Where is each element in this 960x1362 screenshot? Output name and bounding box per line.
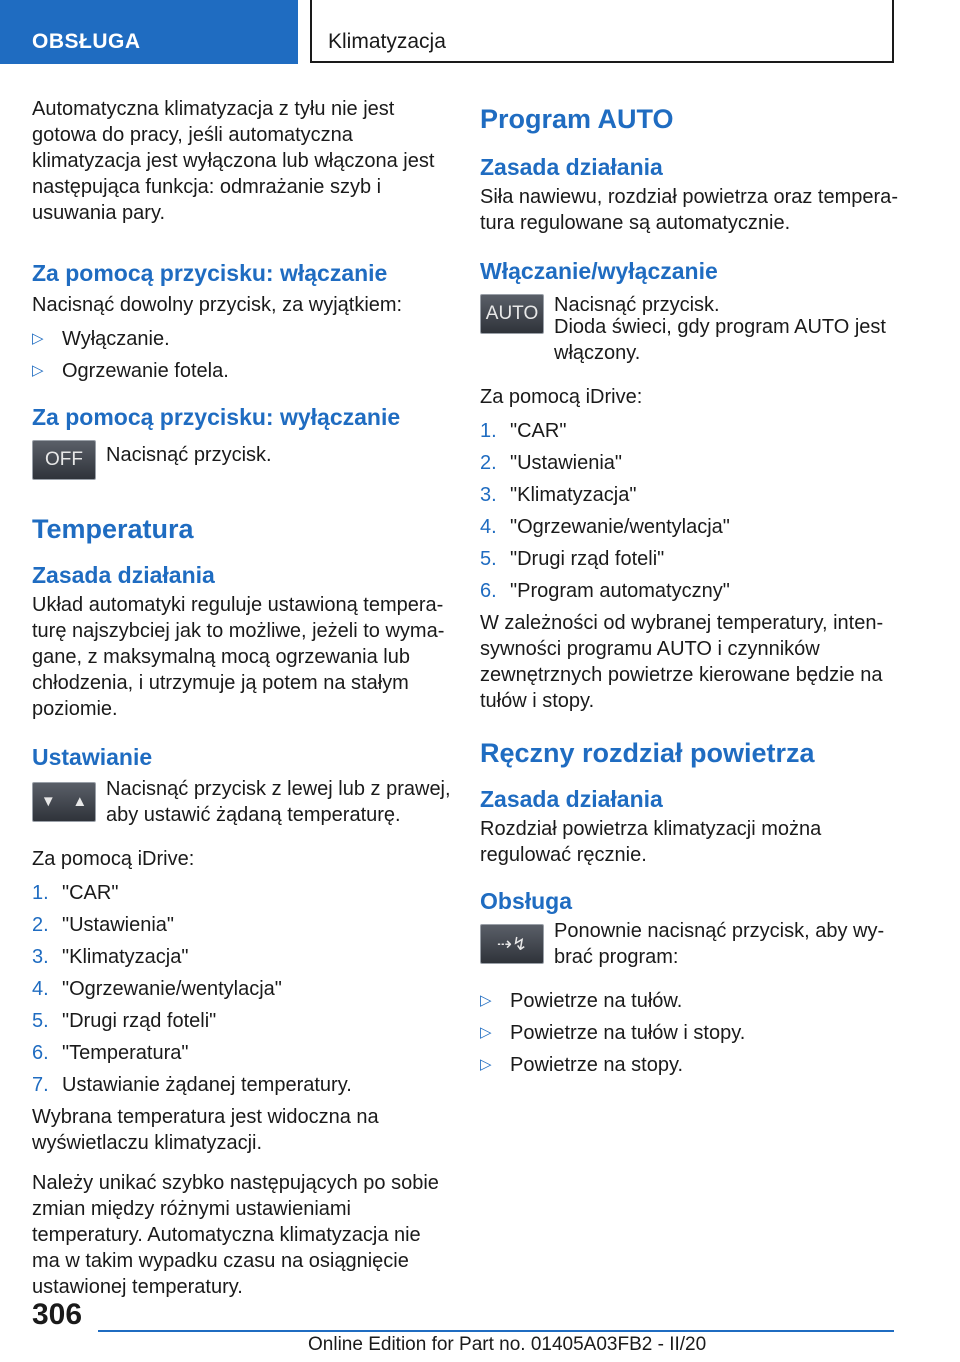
setting-instruction: Nacisnąć przycisk z lewej lub z prawej, aby ustawić żądaną temperaturę. — [106, 778, 451, 826]
off-button-icon: OFF — [32, 440, 96, 480]
footer-divider — [98, 1330, 894, 1332]
edition-note: Online Edition for Part no. 01405A03FB2 - II/20 — [308, 1334, 707, 1355]
list-item: ▷ Powietrze na tułów i stopy. — [480, 1022, 746, 1044]
list-item: ▷ Powietrze na tułów. — [480, 990, 683, 1012]
auto-row — [480, 288, 900, 336]
auto-press-instruction: Nacisnąć przycisk. — [554, 294, 720, 316]
left-steps-list — [32, 880, 452, 1098]
auto-description: Siła nawiewu, rozdział powietrza oraz temperatura regulowane są automatycznie. — [480, 186, 898, 234]
list-item: 4. "Ogrzewanie/wentylacja" — [32, 978, 282, 1000]
list-item: ▷ Wyłączanie. — [32, 328, 170, 350]
list-item: 2. "Ustawienia" — [32, 914, 175, 936]
list-item: 7. Ustawianie żądanej temperatury. — [32, 1074, 352, 1096]
heading-on-off: Włączanie/wyłączanie — [480, 258, 718, 284]
temperature-description: Układ automatyki reguluje ustawioną temperaturę najszybciej jak to możliwe, jeżeli to wymagane, z maksymalną mocą ogrzewania lub chłodzenia, i utrzymuje ją potem na stałym poziomie. — [32, 594, 445, 720]
list-item: 1. "CAR" — [480, 420, 567, 442]
auto-led-text: Dioda świeci, gdy program AUTO jest włączony. — [554, 316, 886, 364]
idrive-label-right: Za pomocą iDrive: — [480, 386, 643, 408]
section-label: OBSŁUGA — [32, 30, 141, 53]
heading-manual-principle: Zasada działania — [480, 786, 663, 812]
heading-temperature-principle: Zasada działania — [32, 562, 215, 588]
auto-distribution-note: W zależności od wybranej temperatury, intensywności programu AUTO i czynników zewnętrznych powietrze kierowane będzie na tułów i stopy. — [480, 612, 884, 712]
list-item: 6. "Program automatyczny" — [480, 580, 730, 602]
chapter-title-box — [310, 0, 894, 63]
section-tab — [0, 0, 298, 64]
list-item: ▷ Powietrze na stopy. — [480, 1054, 684, 1076]
list-item: 3. "Klimatyzacja" — [480, 484, 637, 506]
on-exceptions-list — [32, 326, 452, 384]
list-item: 4. "Ogrzewanie/wentylacja" — [480, 516, 730, 538]
operation-instruction: Ponownie nacisnąć przycisk, aby wybrać program: — [554, 920, 885, 968]
list-item: 5. "Drugi rząd foteli" — [480, 548, 665, 570]
heading-button-off: Za pomocą przycisku: wyłączanie — [32, 404, 401, 430]
off-instruction: Nacisnąć przycisk. — [106, 444, 272, 466]
list-item: 1. "CAR" — [32, 882, 119, 904]
warning-note: Należy unikać szybko następujących po sobie zmian między różnymi ustawieniami temperatury. Automatyczna klimatyzacja nie ma w takim wypadku czasu na osiągnięcie ustawionej temperatury. — [32, 1172, 439, 1298]
heading-temperature: Temperatura — [32, 514, 194, 544]
heading-button-on: Za pomocą przycisku: włączanie — [32, 260, 388, 286]
air-distribution-icon: ⇢↯ — [480, 924, 544, 964]
idrive-label: Za pomocą iDrive: — [32, 848, 195, 870]
chapter-title: Klimatyzacja — [328, 30, 446, 53]
right-column — [480, 96, 900, 1084]
manual-description: Rozdział powietrza klimatyzacji można regulować ręcznie. — [480, 818, 822, 866]
heading-operation: Obsługa — [480, 888, 573, 914]
left-column — [32, 96, 452, 1300]
heading-auto-principle: Zasada działania — [480, 154, 663, 180]
on-instruction: Nacisnąć dowolny przycisk, za wyjątkiem: — [32, 294, 403, 316]
triangle-bullet-icon: ▷ — [480, 1024, 492, 1041]
operation-row — [480, 918, 900, 970]
list-item: 2. "Ustawienia" — [480, 452, 623, 474]
list-item: ▷ Ogrzewanie fotela. — [32, 360, 229, 382]
auto-button-icon: AUTO — [480, 294, 544, 334]
heading-auto-program: Program AUTO — [480, 104, 674, 134]
off-row — [32, 434, 452, 482]
display-note: Wybrana temperatura jest widoczna na wyświetlaczu klimatyzacji. — [32, 1106, 379, 1154]
setting-row — [32, 776, 452, 828]
temperature-arrows-icon: ▼ ▲ — [32, 782, 96, 822]
page-number: 306 — [32, 1298, 83, 1331]
triangle-bullet-icon: ▷ — [480, 1056, 492, 1073]
list-item: 3. "Klimatyzacja" — [32, 946, 189, 968]
program-options-list — [480, 988, 900, 1078]
list-item: 6. "Temperatura" — [32, 1042, 189, 1064]
intro-paragraph: Automatyczna klimatyzacja z tyłu nie jest gotowa do pracy, jeśli automatyczna klimatyzacja jest wyłączona lub włączona jest następująca funkcja: odmrażanie szyb i usuwania pary. — [32, 98, 435, 224]
heading-manual-distribution: Ręczny rozdział powietrza — [480, 738, 815, 768]
heading-setting: Ustawianie — [32, 744, 153, 770]
triangle-bullet-icon: ▷ — [480, 992, 492, 1009]
triangle-bullet-icon: ▷ — [32, 330, 44, 347]
list-item: 5. "Drugi rząd foteli" — [32, 1010, 217, 1032]
right-steps-list — [480, 418, 900, 604]
triangle-bullet-icon: ▷ — [32, 362, 44, 379]
